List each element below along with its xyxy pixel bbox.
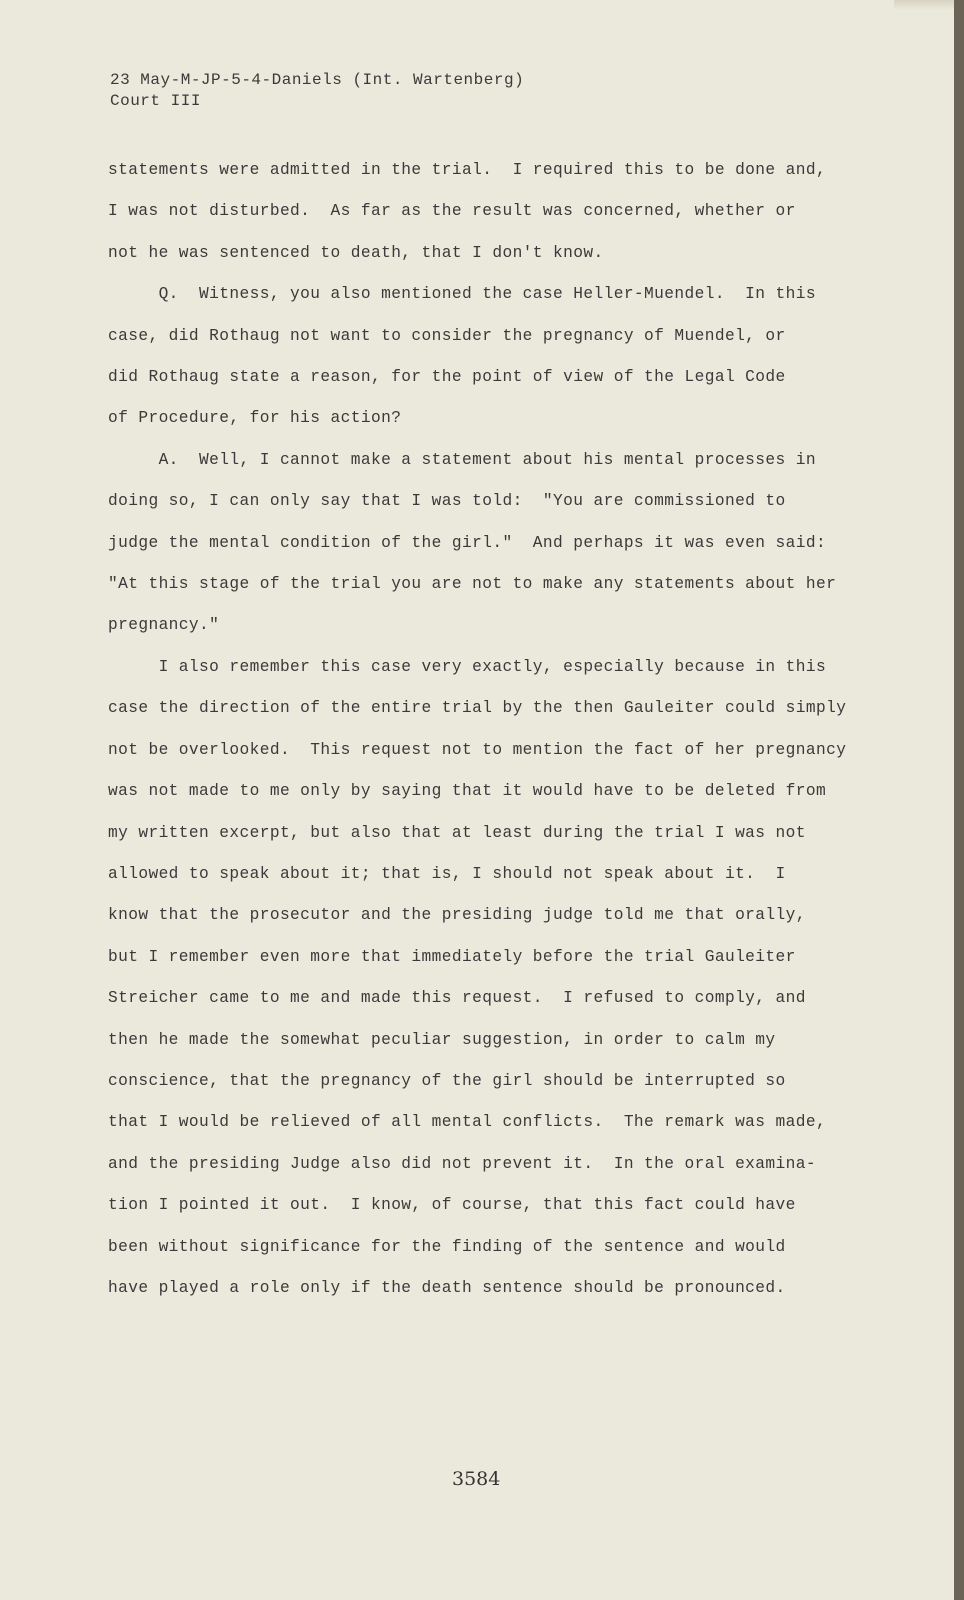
text-line: doing so, I can only say that I was told: "You are commissioned to [108, 492, 786, 511]
page-number: 3584 [452, 1468, 501, 1490]
text-line: not he was sentenced to death, that I don't know. [108, 243, 604, 262]
text-line: Streicher came to me and made this request. I refused to comply, and [108, 989, 806, 1008]
text-line: did Rothaug state a reason, for the point of view of the Legal Code [108, 368, 786, 387]
text-line: not be overlooked. This request not to mention the fact of her pregnancy [108, 740, 847, 759]
header-reference: 23 May-M-JP-5-4-Daniels (Int. Wartenberg) [110, 71, 525, 89]
text-line: allowed to speak about it; that is, I should not speak about it. I [108, 864, 786, 883]
text-line: and the presiding Judge also did not prevent it. In the oral examina- [108, 1154, 816, 1173]
text-line: tion I pointed it out. I know, of course, that this fact could have [108, 1196, 796, 1215]
page-edge [954, 0, 964, 1600]
text-line: case the direction of the entire trial by the then Gauleiter could simply [108, 699, 847, 718]
text-line: A. Well, I cannot make a statement about his mental processes in [108, 450, 816, 469]
transcript-body [108, 150, 868, 1309]
text-line: case, did Rothaug not want to consider the pregnancy of Muendel, or [108, 326, 786, 345]
text-line: Q. Witness, you also mentioned the case Heller-Muendel. In this [108, 285, 816, 304]
text-line: but I remember even more that immediately before the trial Gauleiter [108, 947, 796, 966]
text-line: been without significance for the finding of the sentence and would [108, 1237, 786, 1256]
header-court: Court III [110, 92, 201, 110]
text-line: conscience, that the pregnancy of the girl should be interrupted so [108, 1071, 786, 1090]
page-edge-top [894, 0, 954, 10]
text-line: pregnancy." [108, 616, 220, 635]
document-header [110, 70, 524, 112]
text-line: my written excerpt, but also that at least during the trial I was not [108, 823, 806, 842]
text-line: have played a role only if the death sentence should be pronounced. [108, 1278, 786, 1297]
text-line: statements were admitted in the trial. I required this to be done and, [108, 161, 827, 179]
text-line: "At this stage of the trial you are not to make any statements about her [108, 575, 837, 594]
text-line: was not made to me only by saying that it would have to be deleted from [108, 782, 827, 801]
text-line: judge the mental condition of the girl." And perhaps it was even said: [108, 533, 827, 552]
text-line: of Procedure, for his action? [108, 409, 402, 428]
text-line: that I would be relieved of all mental conflicts. The remark was made, [108, 1113, 827, 1132]
text-line: know that the prosecutor and the presiding judge told me that orally, [108, 906, 806, 925]
text-line: I was not disturbed. As far as the result was concerned, whether or [108, 202, 796, 221]
text-line: then he made the somewhat peculiar suggestion, in order to calm my [108, 1030, 776, 1049]
text-line: I also remember this case very exactly, especially because in this [108, 657, 827, 676]
